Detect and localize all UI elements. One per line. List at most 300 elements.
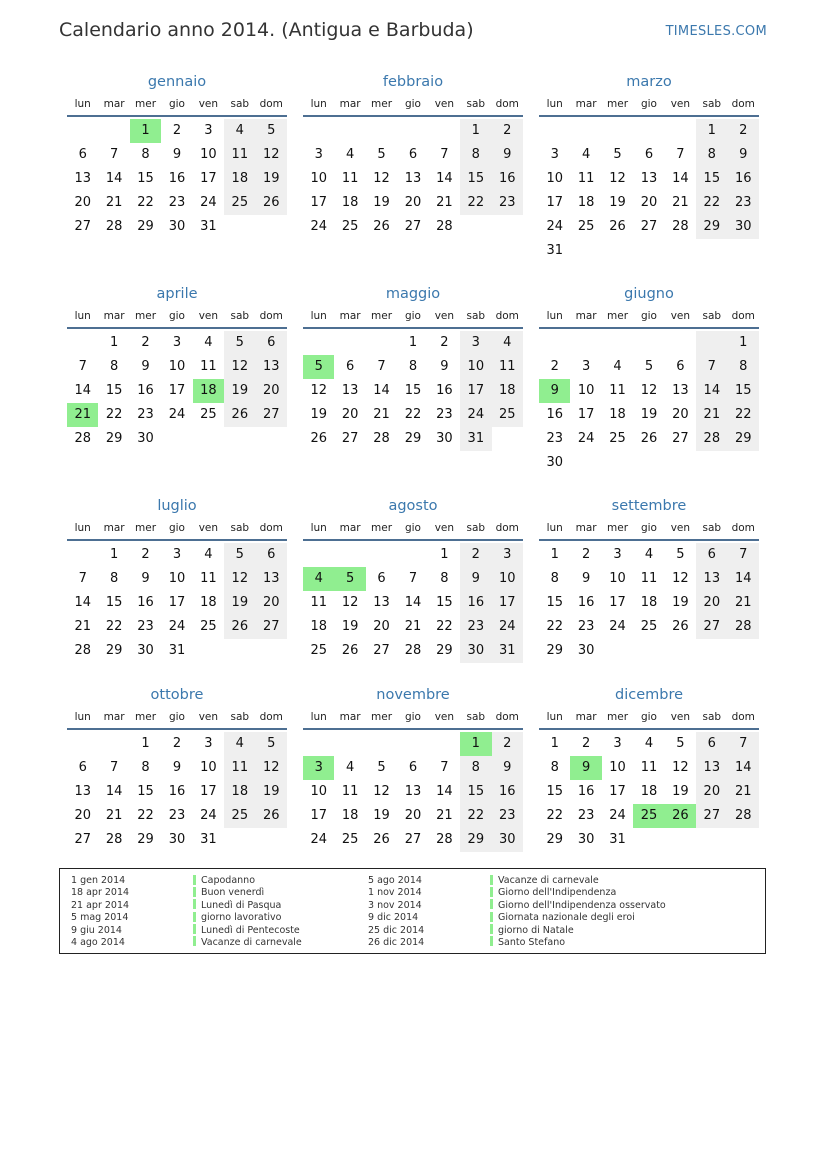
day-cell: 26 [224,403,255,427]
day-cell: 29 [546,832,563,847]
day-cell: 26 [224,615,255,639]
weekday-label: lun [546,711,563,723]
day-cell: 16 [546,407,563,422]
empty-day-cell [570,451,601,475]
day-cell: 9 [141,571,150,586]
day-cell: 24 [609,619,626,634]
holiday-color-marker [490,936,493,946]
weekday-label: ven [198,98,219,110]
day-cell: 8 [109,359,119,374]
empty-day-cell [633,828,664,852]
day-cell: 29 [137,219,154,234]
day-cell: 8 [460,143,491,167]
empty-day-cell [696,451,727,475]
day-cell: 31 [200,832,217,847]
day-cell: 16 [137,595,154,610]
month-name: febbraio [382,74,444,90]
day-cell: 9 [570,756,601,780]
empty-day-cell [366,119,397,143]
day-cell: 20 [373,619,390,634]
legend-row [71,875,302,887]
month-name: luglio [157,498,197,514]
weekday-label: dom [495,522,519,534]
weekday-label: lun [310,522,327,534]
month-name: settembre [611,498,687,514]
day-cell: 7 [728,543,759,567]
month-name: dicembre [614,687,684,703]
day-cell: 3 [613,547,622,562]
day-cell: 27 [373,643,390,658]
day-cell: 26 [609,219,626,234]
day-cell: 2 [492,732,523,756]
day-cell: 20 [74,195,91,210]
day-cell: 5 [224,331,255,355]
day-cell: 15 [105,383,123,398]
weekday-label: sab [466,522,486,534]
day-cell: 17 [546,195,563,210]
weekday-label: gio [404,711,421,723]
month-divider [67,728,287,730]
day-cell: 4 [224,119,255,143]
day-cell: 1 [440,547,449,562]
day-grid [67,119,287,239]
day-cell: 24 [310,832,327,847]
day-cell: 4 [204,547,213,562]
month-name: agosto [388,498,438,514]
empty-day-cell [665,239,696,263]
day-cell: 18 [193,379,224,403]
day-cell: 12 [310,383,327,398]
day-cell: 4 [345,147,355,162]
day-cell: 7 [109,147,119,162]
day-cell: 18 [310,619,327,634]
weekday-label: lun [74,310,91,322]
day-cell: 27 [256,403,287,427]
empty-day-cell [429,732,460,756]
month-name: marzo [626,74,672,90]
day-grid [539,732,759,852]
day-cell: 30 [577,643,595,658]
day-cell: 5 [224,543,255,567]
weekday-label: gio [168,310,185,322]
day-cell: 19 [640,407,658,422]
month-divider [67,327,287,329]
empty-day-cell [98,732,129,756]
day-grid [539,543,759,663]
holiday-color-marker [490,899,493,909]
day-cell: 21 [105,808,123,823]
day-cell: 29 [436,643,453,658]
legend-column-right [368,875,666,949]
weekday-header [303,93,523,115]
empty-day-cell [193,427,224,451]
weekday-label: sab [466,98,486,110]
day-cell: 10 [310,171,327,186]
weekday-label: gio [640,310,657,322]
day-cell: 23 [436,407,453,422]
day-grid [67,543,287,663]
holiday-color-marker [193,875,196,885]
month-novembre [303,685,523,865]
day-cell: 30 [137,643,154,658]
day-cell: 12 [640,383,658,398]
weekday-label: ven [198,522,219,534]
day-cell: 24 [609,808,626,823]
empty-day-cell [256,427,287,451]
day-cell: 12 [373,784,390,799]
day-cell: 23 [546,431,563,446]
day-cell: 17 [609,784,626,799]
day-cell: 20 [640,195,658,210]
legend-holiday-name: Vacanze di carnevale [498,875,599,886]
day-cell: 16 [492,780,523,804]
weekday-label: sab [702,711,722,723]
month-name: ottobre [150,687,204,703]
day-cell: 20 [256,591,287,615]
legend-holiday-name: Vacanze di carnevale [201,936,302,948]
day-cell: 5 [377,147,386,162]
empty-day-cell [602,119,633,143]
day-cell: 15 [137,171,154,186]
weekday-label: mer [135,310,157,322]
day-cell: 22 [137,195,154,210]
day-cell: 23 [492,804,523,828]
legend-row [368,875,666,887]
day-cell: 11 [200,359,217,374]
day-cell: 30 [577,832,595,847]
day-cell: 18 [224,780,255,804]
empty-day-cell [193,639,224,663]
day-cell: 8 [141,760,150,775]
day-cell: 29 [404,431,422,446]
empty-day-cell [303,543,334,567]
legend-row [71,900,302,912]
day-cell: 20 [696,591,727,615]
empty-day-cell [696,828,727,852]
day-cell: 31 [168,643,186,658]
day-cell: 22 [404,407,422,422]
day-cell: 13 [404,784,422,799]
empty-day-cell [334,732,365,756]
day-cell: 11 [341,171,359,186]
day-cell: 25 [633,804,664,828]
day-cell: 12 [224,355,255,379]
legend-date: 4 ago 2014 [71,936,125,948]
day-cell: 23 [460,615,491,639]
weekday-header [303,517,523,539]
month-marzo [539,72,759,284]
holiday-color-marker [490,875,493,885]
day-cell: 19 [373,808,390,823]
day-cell: 15 [460,167,491,191]
legend-date: 21 apr 2014 [71,899,130,911]
day-cell: 5 [256,119,287,143]
day-cell: 18 [341,195,359,210]
day-grid [303,543,523,663]
empty-day-cell [728,239,759,263]
month-maggio [303,284,523,496]
day-cell: 28 [74,643,91,658]
month-divider [539,115,759,117]
day-cell: 1 [141,736,150,751]
day-cell: 6 [408,147,418,162]
day-cell: 21 [373,407,390,422]
day-cell: 1 [109,547,119,562]
empty-day-cell [334,331,365,355]
day-cell: 10 [609,760,626,775]
day-cell: 19 [672,595,689,610]
day-cell: 6 [676,359,685,374]
day-cell: 28 [105,219,123,234]
legend-row [368,887,666,899]
day-cell: 16 [728,167,759,191]
day-cell: 30 [492,828,523,852]
day-cell: 14 [74,383,91,398]
holiday-color-marker [193,912,196,922]
day-cell: 13 [696,567,727,591]
weekday-label: mer [607,522,629,534]
month-febbraio [303,72,523,284]
weekday-label: gio [168,522,185,534]
day-cell: 23 [137,619,154,634]
weekday-label: lun [74,711,91,723]
day-cell: 9 [440,359,449,374]
empty-day-cell [602,331,633,355]
day-cell: 3 [550,147,559,162]
legend-holiday-name: giorno di Natale [498,924,574,936]
day-cell: 25 [609,431,626,446]
day-cell: 21 [404,619,422,634]
legend-holiday-name: Buon venerdì [201,887,265,899]
weekday-label: lun [74,522,91,534]
holiday-color-marker [193,936,196,946]
empty-day-cell [696,639,727,663]
day-cell: 27 [696,804,727,828]
month-divider [303,115,523,117]
weekday-label: ven [434,522,455,534]
legend-date: 25 dic 2014 [368,924,425,936]
day-cell: 30 [168,832,186,847]
holiday-color-marker [490,924,493,934]
day-cell: 24 [460,403,491,427]
day-cell: 8 [109,571,119,586]
day-cell: 15 [137,784,154,799]
day-cell: 5 [303,355,334,379]
day-cell: 13 [696,756,727,780]
day-cell: 3 [460,331,491,355]
day-cell: 3 [204,123,213,138]
weekday-header [67,517,287,539]
day-cell: 24 [492,615,523,639]
day-cell: 1 [130,119,161,143]
legend-date: 5 ago 2014 [368,875,422,886]
day-cell: 24 [168,619,186,634]
holiday-color-marker [193,899,196,909]
month-gennaio [67,72,287,284]
day-cell: 23 [728,191,759,215]
empty-day-cell [696,331,727,355]
day-cell: 16 [460,591,491,615]
weekday-label: lun [310,98,327,110]
day-cell: 12 [672,760,689,775]
day-cell: 29 [546,643,563,658]
day-cell: 23 [168,808,186,823]
day-cell: 4 [345,760,355,775]
day-cell: 11 [640,760,658,775]
day-cell: 17 [609,595,626,610]
day-cell: 1 [550,736,559,751]
weekday-label: mer [607,711,629,723]
day-cell: 14 [105,171,123,186]
holiday-color-marker [490,887,493,897]
weekday-label: mer [135,522,157,534]
day-cell: 16 [168,784,186,799]
day-cell: 25 [577,219,595,234]
weekday-label: mer [135,711,157,723]
day-cell: 6 [345,359,355,374]
weekday-header [67,305,287,327]
empty-day-cell [224,215,255,239]
day-cell: 13 [256,355,287,379]
legend-date: 26 dic 2014 [368,936,425,948]
weekday-label: ven [434,711,455,723]
day-cell: 28 [373,431,390,446]
empty-day-cell [256,639,287,663]
legend-holiday-name: Giorno dell'Indipendenza [498,887,617,899]
weekday-label: mar [103,522,125,534]
legend-row [71,887,302,899]
day-cell: 7 [109,760,119,775]
day-cell: 17 [310,195,327,210]
empty-day-cell [224,427,255,451]
day-cell: 17 [168,383,186,398]
month-ottobre [67,685,287,865]
empty-day-cell [460,215,491,239]
day-cell: 9 [172,147,182,162]
empty-day-cell [366,543,397,567]
day-cell: 5 [613,147,622,162]
weekday-label: dom [259,522,283,534]
day-cell: 2 [141,547,150,562]
legend-row [368,912,666,924]
day-cell: 29 [728,427,759,451]
day-cell: 29 [460,828,491,852]
day-cell: 12 [341,595,359,610]
day-cell: 24 [577,431,595,446]
legend-date: 9 giu 2014 [71,924,122,936]
day-cell: 6 [256,543,287,567]
weekday-label: mar [575,310,597,322]
day-cell: 28 [74,431,91,446]
day-cell: 18 [341,808,359,823]
empty-day-cell [602,639,633,663]
day-cell: 7 [78,571,87,586]
weekday-header [539,517,759,539]
day-cell: 28 [436,832,453,847]
day-cell: 28 [105,832,123,847]
day-cell: 2 [172,736,182,751]
day-cell: 8 [728,355,759,379]
day-cell: 6 [78,147,87,162]
legend-date: 1 gen 2014 [71,875,126,886]
day-cell: 22 [436,619,453,634]
weekday-label: lun [74,98,91,110]
day-cell: 12 [256,143,287,167]
empty-day-cell [334,119,365,143]
day-cell: 8 [440,571,449,586]
weekday-label: ven [670,522,691,534]
day-cell: 23 [492,191,523,215]
day-cell: 7 [408,571,418,586]
day-cell: 16 [492,167,523,191]
empty-day-cell [256,215,287,239]
month-name: novembre [376,687,450,703]
day-cell: 12 [224,567,255,591]
day-cell: 19 [224,591,255,615]
legend-holiday-name: Lunedì di Pentecoste [201,924,300,936]
day-cell: 22 [546,808,563,823]
weekday-label: mer [371,522,393,534]
weekday-label: mer [607,98,629,110]
day-cell: 19 [672,784,689,799]
legend-holiday-name: Giorno dell'Indipendenza osservato [498,899,666,911]
weekday-label: mar [339,98,361,110]
day-cell: 16 [577,595,595,610]
day-cell: 9 [172,760,182,775]
weekday-label: ven [670,310,691,322]
day-cell: 8 [408,359,418,374]
day-cell: 2 [172,123,182,138]
day-cell: 1 [460,119,491,143]
day-cell: 13 [373,595,390,610]
day-cell: 10 [168,359,186,374]
brand-link[interactable]: TIMESLES.COM [665,24,767,39]
day-cell: 11 [200,571,217,586]
day-grid [303,732,523,852]
day-cell: 14 [105,784,123,799]
legend-holiday-name: Santo Stefano [498,936,566,948]
day-cell: 26 [256,191,287,215]
month-settembre [539,496,759,685]
day-cell: 3 [581,359,591,374]
month-divider [303,728,523,730]
weekday-label: dom [495,711,519,723]
empty-day-cell [665,828,696,852]
day-cell: 27 [696,615,727,639]
day-cell: 21 [105,195,123,210]
month-divider [67,539,287,541]
weekday-label: ven [198,310,219,322]
day-cell: 21 [436,808,453,823]
calendar-grid [67,72,759,865]
day-cell: 22 [460,804,491,828]
day-cell: 28 [672,219,689,234]
day-cell: 10 [310,784,327,799]
day-cell: 19 [256,167,287,191]
day-cell: 4 [581,147,591,162]
day-cell: 13 [256,567,287,591]
day-cell: 3 [172,335,182,350]
day-cell: 26 [310,431,327,446]
day-cell: 30 [137,431,154,446]
holiday-color-marker [193,887,196,897]
day-cell: 23 [137,407,154,422]
empty-day-cell [397,119,428,143]
weekday-label: sab [230,522,250,534]
day-cell: 24 [200,808,217,823]
day-cell: 17 [577,407,595,422]
month-aprile [67,284,287,496]
